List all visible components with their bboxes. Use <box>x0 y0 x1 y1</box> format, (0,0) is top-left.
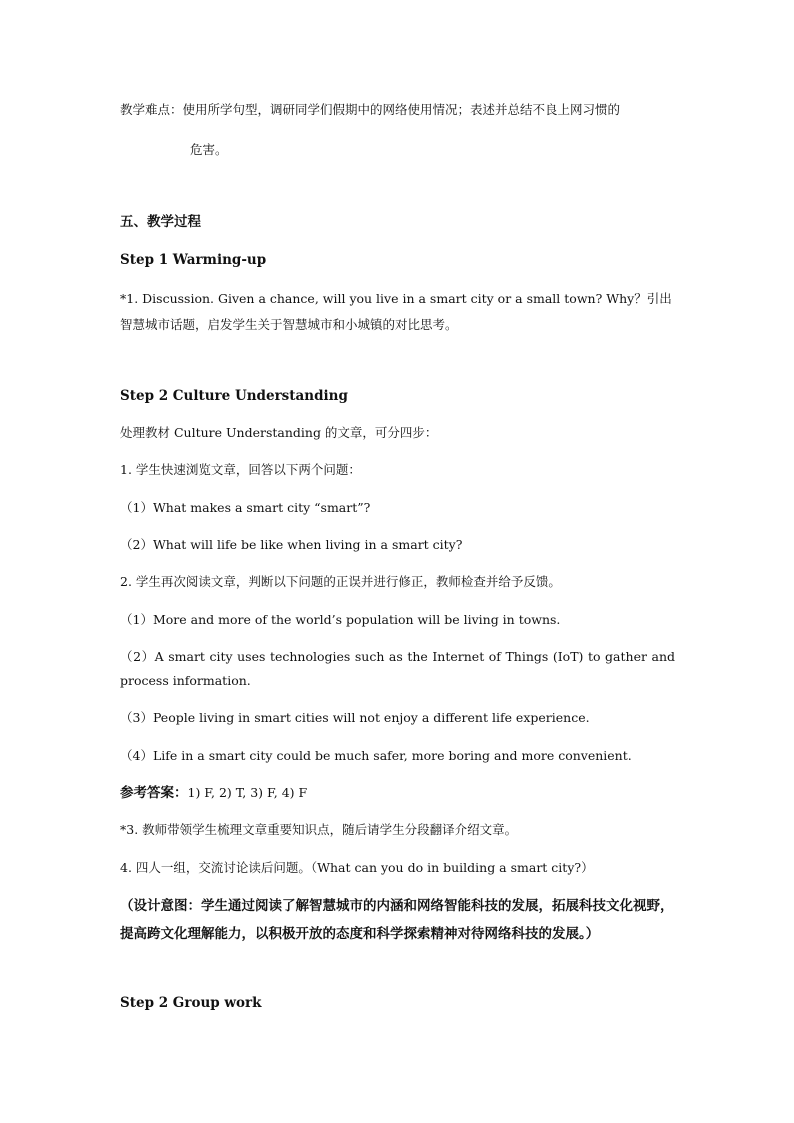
question-1: （1）What makes a smart city “smart”? <box>120 500 371 515</box>
step3-title: Step 2 Group work <box>120 995 262 1011</box>
step2-item-1: 1. 学生快速浏览文章，回答以下两个问题： <box>120 462 361 477</box>
answer-line <box>120 781 675 805</box>
statement-3: （3）People living in smart cities will not enjoy a different life experience. <box>120 710 590 725</box>
answer-label: 参考答案： <box>120 785 188 801</box>
design-intent: （设计意图：学生通过阅读了解智慧城市的内涵和网络智能科技的发展，拓展科技文化视野，提高跨文化理解能力，以积极开放的态度和科学探索精神对待网络科技的发展。） <box>120 898 674 942</box>
step2-item-2: 2. 学生再次阅读文章，判断以下问题的正误并进行修正，教师检查并给予反馈。 <box>120 574 561 589</box>
step2-intro: 处理教材 Culture Understanding 的文章，可分四步： <box>120 425 438 440</box>
statement-2: （2）A smart city uses technologies such as the Internet of Things (IoT) to gather and process information. <box>120 649 675 688</box>
step1-title: Step 1 Warming-up <box>120 252 267 268</box>
difficulty-line-2: 危害。 <box>190 142 228 157</box>
step2-item-3: *3. 教师带领学生梳理文章重要知识点，随后请学生分段翻译介绍文章。 <box>120 822 518 837</box>
section-title: 五、教学过程 <box>120 214 201 230</box>
statement-4: （4）Life in a smart city could be much safer, more boring and more convenient. <box>120 748 632 763</box>
step1-text: *1. Discussion. Given a chance, will you live in a smart city or a small town? Why？引出智慧城市话题，启发学生关于智慧城市和小城镇的对比思考。 <box>120 291 672 332</box>
answer-value: 1) F, 2) T, 3) F, 4) F <box>187 785 308 800</box>
statement-1: （1）More and more of the world’s population will be living in towns. <box>120 612 561 627</box>
difficulty-line-1: 教学难点：使用所学句型，调研同学们假期中的网络使用情况；表述并总结不良上网习惯的 <box>120 102 621 117</box>
step2-title: Step 2 Culture Understanding <box>120 388 348 404</box>
question-2: （2）What will life be like when living in a smart city? <box>120 537 463 552</box>
step2-item-4: 4. 四人一组，交流讨论读后问题。（What can you do in building a smart city?） <box>120 860 594 875</box>
